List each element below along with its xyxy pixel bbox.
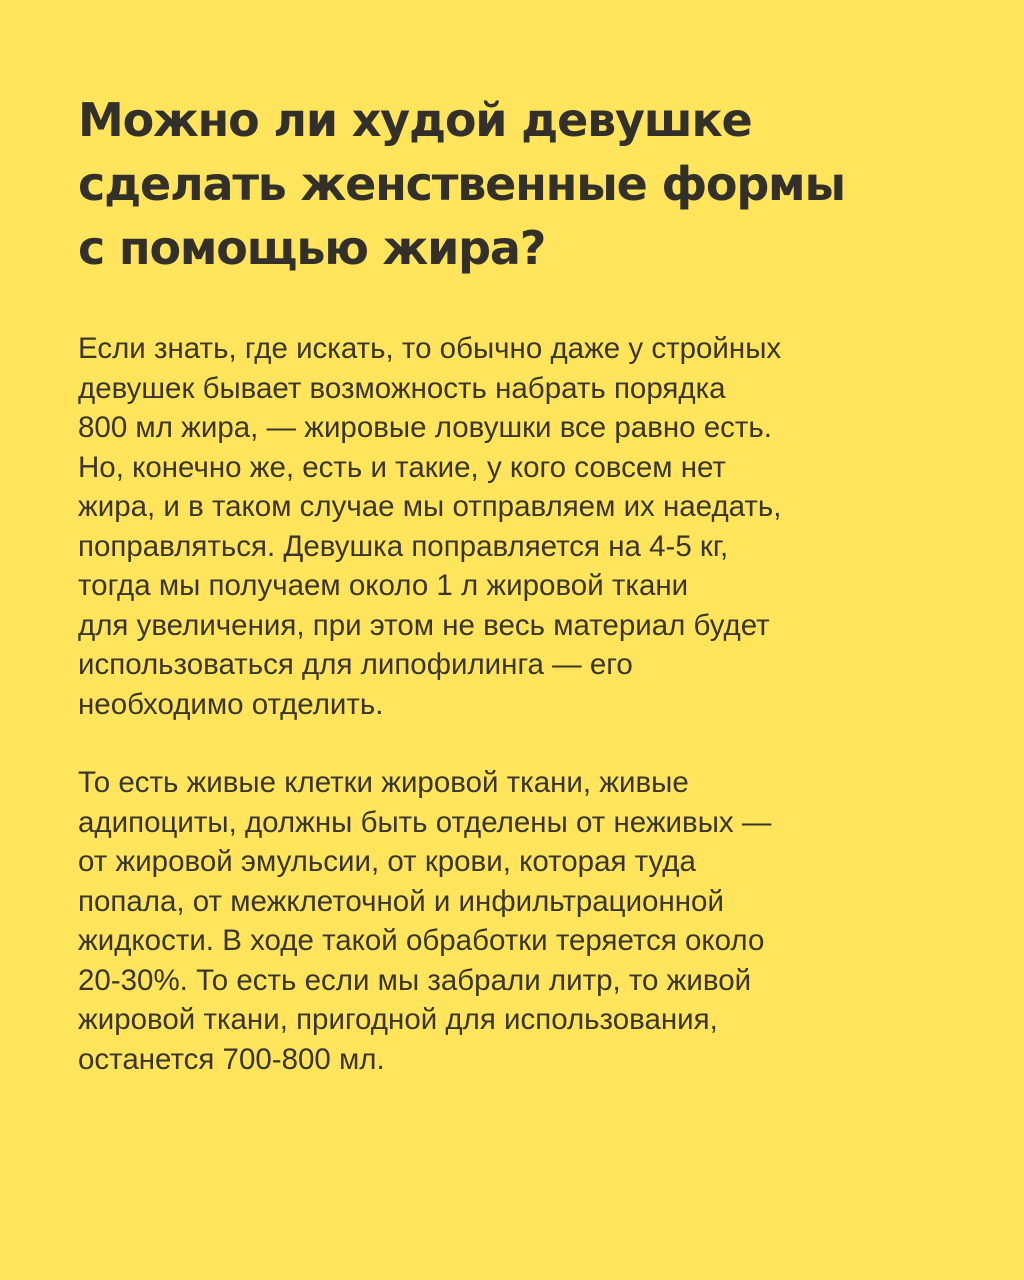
body-paragraph-1 xyxy=(78,329,948,724)
paragraph-line: поправляться. Девушка поправляется на 4-5 кг, xyxy=(78,529,729,563)
paragraph-line: девушек бывает возможность набрать порядка xyxy=(78,371,726,405)
page-title xyxy=(78,88,948,280)
paragraph-line: адипоциты, должны быть отделены от неживых — xyxy=(78,805,772,839)
title-line: сделать женственные формы xyxy=(78,157,845,211)
body-paragraph-2 xyxy=(78,763,948,1079)
title-line: Можно ли худой девушке xyxy=(78,93,752,147)
paragraph-line: Но, конечно же, есть и такие, у кого совсем нет xyxy=(78,450,726,484)
paragraph-line: для увеличения, при этом не весь материал будет xyxy=(78,608,770,642)
paragraph-line: жира, и в таком случае мы отправляем их наедать, xyxy=(78,490,782,523)
paragraph-line: 20-30%. То есть если мы забрали литр, то живой xyxy=(78,963,752,997)
paragraph-line: жировой ткани, пригодной для использования, xyxy=(78,1003,718,1036)
paragraph-line: останется 700-800 мл. xyxy=(78,1042,385,1076)
paragraph-line: попала, от межклеточной и инфильтрационной xyxy=(78,884,724,918)
paragraph-line: необходимо отделить. xyxy=(78,687,384,721)
title-line: с помощью жира? xyxy=(78,221,546,275)
paragraph-line: использоваться для липофилинга — его xyxy=(78,648,633,681)
paragraph-line: Если знать, где искать, то обычно даже у стройных xyxy=(78,332,782,365)
paragraph-line: от жировой эмульсии, от крови, которая туда xyxy=(78,845,696,878)
paragraph-line: жидкости. В ходе такой обработки теряется около xyxy=(78,924,765,957)
paragraph-line: тогда мы получаем около 1 л жировой ткани xyxy=(78,569,689,602)
paragraph-line: То есть живые клетки жировой ткани, живые xyxy=(78,766,689,799)
paragraph-line: 800 мл жира, — жировые ловушки все равно есть. xyxy=(78,411,772,444)
